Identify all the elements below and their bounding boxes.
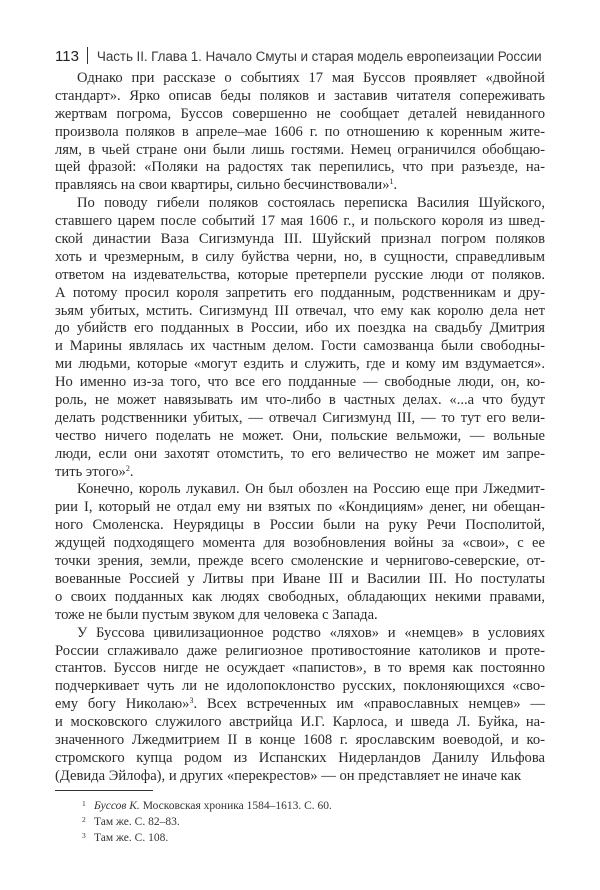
text-line (55, 625, 545, 643)
text-line (55, 714, 545, 732)
line-text: значенного Лжедмитрием II в конце 1608 г. ярославским воеводой, и ко- (55, 731, 545, 748)
text-line (55, 696, 545, 714)
line-text: рии I, который не отдал ему ни взятых по «Кондициям» денег, ни обещан- (55, 499, 545, 516)
text-line (55, 499, 545, 517)
text-line (55, 231, 545, 249)
footnote-1: 1 Буссов К. Московская хроника 1584–1613. С. 60. (82, 799, 332, 812)
line-text: ного Смоленска. Неурядицы в России были на руку Речи Посполитой, (55, 517, 545, 534)
text-line (55, 410, 545, 428)
line-text: А потому просил короля запретить его подданным, родственникам и дру- (55, 284, 545, 301)
text-line (55, 320, 545, 338)
text-line (55, 267, 545, 285)
line-text: По поводу гибели поляков состоялась переписка Василия Шуйского, (77, 195, 545, 212)
text-line (55, 88, 545, 106)
line-text: жертвам погрома, Буссов совершенно не сообщает деталей невиданного (55, 105, 545, 122)
line-text: ставшего царем после событий 17 мая 1606 г., и польского короля из швед- (55, 213, 545, 230)
line-text: (Девида Эйлофа), и других «перекрестов» — он представляет не иначе как (55, 767, 522, 784)
text-line (55, 374, 545, 392)
line-text: воеванные Россией у Литвы при Иване III и Василии III. Но постулаты (55, 570, 545, 587)
text-line (55, 356, 545, 374)
text-line (55, 124, 545, 142)
footnotes (82, 796, 332, 844)
line-text: роль, не может навязывать им что-либо в частных делах. «...а что будут (55, 392, 545, 409)
text-line (55, 571, 545, 589)
text-line (55, 481, 545, 499)
line-text: ждущей подходящего момента для возобновления войны за «свои», с ее (55, 535, 545, 552)
line-text: точки зрения, земли, прежде всего смоленские и чернигово-северские, от- (55, 553, 545, 570)
footnote-ref[interactable]: 1 (389, 177, 394, 187)
text-line (55, 535, 545, 553)
footnote-ref[interactable]: 3 (189, 696, 194, 706)
running-header (55, 47, 545, 67)
line-text: о своих подданных как людях свободных, обладающих некими правами, (55, 588, 545, 605)
footnote-ref[interactable]: 2 (125, 463, 130, 473)
text-line (55, 750, 545, 768)
text-line (55, 195, 545, 213)
line-text: Однако при рассказе о событиях 17 мая Буссов проявляет «двойной (77, 70, 545, 86)
line-text: хоть и чрезмерным, в силу буйства черни, но, в сущности, справедливым (55, 248, 545, 265)
chapter-title: Часть II. Глава 1. Начало Смуты и старая модель европеизации России (96, 49, 542, 64)
line-text: тоже не были пустым звуком для человека с Запада. (55, 606, 378, 623)
page-number: 113 (55, 48, 79, 65)
line-text: России сглаживало даже религиозное противостояние католиков и проте- (55, 642, 545, 659)
line-tail: . (129, 463, 134, 480)
text-line (55, 142, 545, 160)
line-text: лям, в чьей стране они были лишь гостями. Немец ограничился обобщаю- (55, 141, 545, 158)
paragraph (55, 481, 545, 624)
text-line (55, 643, 545, 661)
text-line (55, 159, 545, 177)
paragraph (55, 625, 545, 786)
text-line (55, 589, 545, 607)
line-text: Конечно, король лукавил. Он был обозлен на Россию еще при Лжедмит- (77, 481, 545, 498)
text-line (55, 464, 545, 482)
line-text: щей фразой: «Поляки на радостях так перепились, что при разъезде, на- (55, 159, 545, 176)
line-text: и Марины являлась их частным делом. Гости самозванца были свободны- (55, 338, 545, 355)
line-text: ми людьми, которые «могут ездить и служить, где и кому им вздумается». (55, 356, 545, 373)
text-line (55, 732, 545, 750)
text-line (55, 338, 545, 356)
paragraph (55, 70, 545, 195)
text-line (55, 285, 545, 303)
line-text: стантов. Буссов нигде не осуждает «папистов», в то время как постоянно (55, 660, 545, 677)
text-line (55, 660, 545, 678)
line-text: делать родственники убитых, — отвечал Сигизмунд III, — то тут его вели- (55, 409, 545, 426)
line-tail: . (393, 177, 398, 194)
line-text: люди, если они захотят отомстить, то его величество не может им запре- (55, 445, 545, 462)
text-line (55, 446, 545, 464)
line-text: У Буссова цивилизационное родство «ляхов» и «немцев» в условиях (77, 624, 545, 641)
body-text (55, 70, 545, 786)
text-line (55, 678, 545, 696)
text-line (55, 517, 545, 535)
text-line (55, 553, 545, 571)
text-line (55, 303, 545, 321)
footnote-3: 3 Там же. С. 108. (82, 831, 169, 844)
text-line (55, 213, 545, 231)
line-text: подчеркивает чуть ли не идолопоклонство русских, поклоняющихся «сво- (55, 678, 545, 695)
text-line (55, 607, 545, 625)
footnote-2: 2 Там же. С. 82–83. (82, 815, 180, 828)
line-text: произвола поляков в апреле–мае 1606 г. по отношению к коренным жите- (55, 123, 545, 140)
line-text: Но именно из-за того, что все его подданные — свободные люди, он, ко- (55, 374, 545, 391)
line-text: ской династии Ваза Сигизмунда III. Шуйский признал погром поляков (55, 231, 545, 248)
text-line (55, 768, 545, 786)
text-line (55, 392, 545, 410)
line-text: ответом на издевательства, которые претерпели русские люди от поляков. (55, 266, 545, 283)
footnote-rule (55, 790, 153, 791)
line-continuation: . Всех встреченных им «православных немцев» — (193, 696, 545, 713)
header-divider (87, 47, 88, 64)
line-text: чество ничего поделать не может. Они, польские вельможи, — вольные (55, 427, 545, 444)
line-text: зьям убитых, мстить. Сигизмунд III отвечал, что ему как королю дела нет (55, 302, 545, 319)
line-text: ему богу Николаю» (55, 696, 190, 713)
line-text: стандарт». Ярко описав беды поляков и заставив читателя сопереживать (55, 87, 545, 104)
text-line (55, 249, 545, 267)
line-text: тить этого» (55, 463, 126, 480)
text-line (55, 428, 545, 446)
text-line (55, 70, 545, 88)
footnote-author: Буссов К. (94, 800, 140, 812)
line-text: стромского купца родом из Испанских Нидерландов Данилу Ильфова (55, 749, 545, 766)
text-line (55, 177, 545, 195)
text-line (55, 106, 545, 124)
paragraph (55, 195, 545, 481)
line-text: до убийств его подданных в России, ибо их поездка на свадьбу Дмитрия (55, 320, 545, 337)
line-text: и московского служилого австрийца И.Г. Карлоса, и шведа Л. Буйка, на- (55, 714, 545, 731)
line-text: правляясь на свои квартиры, сильно бесчинствовали» (55, 177, 390, 194)
